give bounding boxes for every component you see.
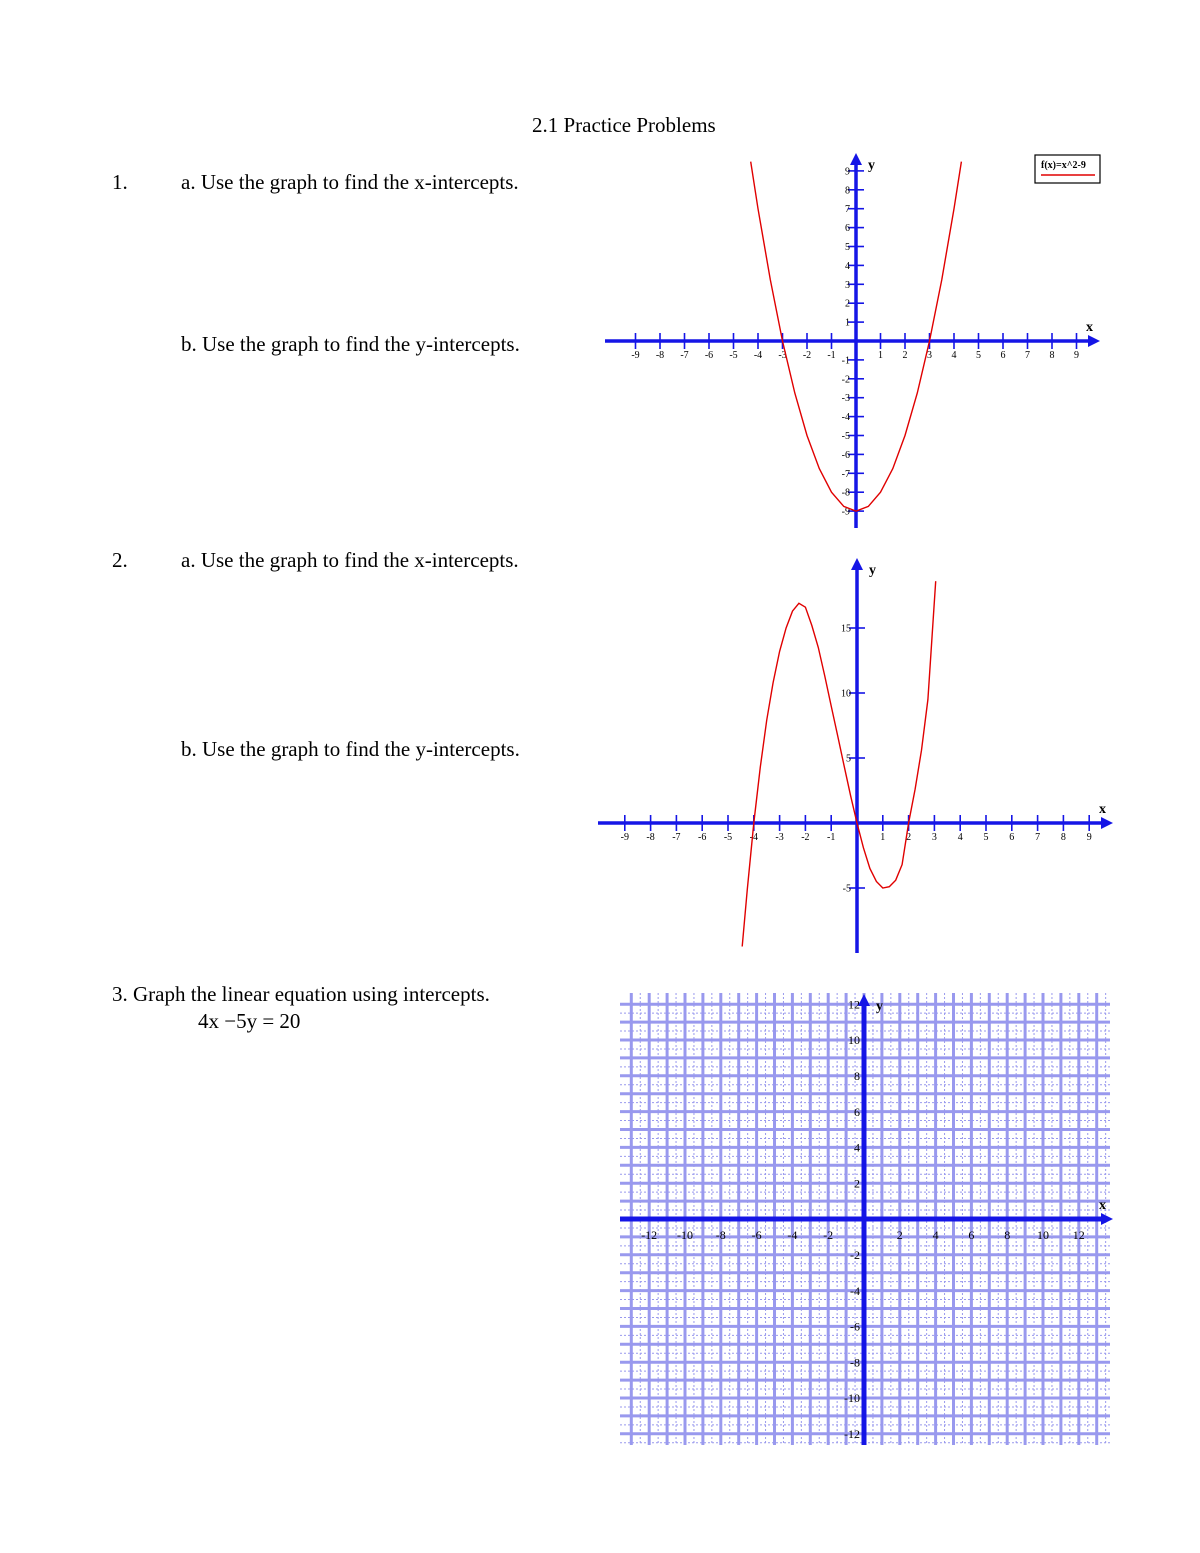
g1-y-tick-label: -6	[841, 449, 850, 461]
g2-x-tick-label: 9	[1086, 832, 1092, 843]
g1-x-tick-label: -6	[704, 350, 714, 361]
g3-x-tick-label: -12	[641, 1228, 658, 1242]
g3-y-tick-label: 4	[854, 1140, 860, 1155]
g3-x-tick-label: -8	[715, 1228, 726, 1242]
graph-2-cubic	[595, 555, 1120, 955]
g3-x-axis-arrow	[1101, 1213, 1113, 1225]
g2-x-tick-label: -6	[698, 832, 707, 843]
g1-y-tick-label: 9	[845, 166, 850, 178]
g2-y-tick-label: 10	[841, 688, 851, 700]
g1-y-tick-label: 8	[845, 185, 850, 197]
g1-y-tick-label: 2	[845, 298, 850, 310]
g2-x-tick-label: 5	[983, 832, 989, 843]
g3-x-tick-label: 4	[932, 1228, 939, 1242]
g3-x-axis-label: x	[1099, 1198, 1106, 1213]
g3-y-tick-label: 8	[854, 1069, 860, 1083]
problem-2-part-a: a. Use the graph to find the x-intercepts.	[181, 548, 519, 572]
g1-x-tick-label: 7	[1025, 350, 1030, 361]
g2-x-tick-label: -9	[620, 832, 629, 843]
g1-y-tick-label: -9	[841, 506, 850, 518]
g3-y-tick-label: 12	[848, 997, 860, 1012]
g1-x-tick-label: -2	[802, 350, 812, 361]
g2-curve-line	[742, 581, 936, 946]
graph-1-parabola	[600, 148, 1110, 533]
g3-x-tick-label: -6	[751, 1228, 762, 1242]
problem-3-equation: 4x −5y = 20	[198, 1009, 301, 1033]
g1-x-tick-label: 5	[976, 350, 981, 361]
g1-x-tick-label: 8	[1049, 350, 1055, 361]
g1-x-tick-label: -4	[753, 350, 763, 361]
g2-x-tick-label: -3	[775, 832, 784, 843]
g2-x-axis-label: x	[1099, 802, 1106, 817]
g2-x-tick-label: -7	[672, 832, 681, 843]
g1-y-tick-label: -4	[841, 412, 850, 424]
g2-y-axis-arrow	[851, 558, 863, 570]
g1-y-tick-label: 6	[845, 223, 850, 235]
g2-x-tick-label: 4	[957, 832, 963, 843]
g2-y-tick-label: -5	[842, 883, 851, 895]
graph-1-legend-label: f(x)=x^2-9	[1041, 160, 1086, 171]
g1-x-tick-label: 9	[1074, 350, 1079, 361]
g3-x-tick-label: -4	[787, 1228, 798, 1242]
g3-y-tick-label: -4	[850, 1283, 860, 1298]
g1-y-tick-label: -3	[841, 393, 850, 405]
graph-3-blank-grid	[615, 990, 1120, 1450]
g3-x-tick-label: -10	[677, 1228, 693, 1242]
g1-y-tick-label: 7	[845, 204, 850, 216]
g3-x-tick-label: 2	[896, 1228, 903, 1242]
g1-x-tick-label: 6	[1000, 350, 1006, 361]
g3-x-tick-label: 6	[968, 1228, 975, 1242]
g1-x-axis-arrow	[1088, 335, 1100, 347]
g2-x-tick-label: -1	[827, 832, 836, 843]
g2-y-axis-label: y	[869, 563, 876, 578]
g1-x-tick-label: 2	[902, 350, 908, 361]
g2-x-tick-label: 7	[1035, 832, 1041, 843]
g3-y-tick-label: 10	[848, 1033, 860, 1048]
g1-x-tick-label: -8	[655, 350, 665, 361]
g3-y-tick-label: -8	[850, 1355, 860, 1370]
g2-x-tick-label: -8	[646, 832, 655, 843]
g2-x-axis-arrow	[1101, 817, 1113, 829]
g1-y-tick-label: 3	[845, 279, 850, 291]
g1-x-tick-label: 3	[927, 350, 932, 361]
g2-x-tick-label: -5	[723, 832, 733, 843]
g3-y-axis-label: y	[876, 999, 883, 1014]
g1-y-tick-label: 4	[845, 260, 850, 272]
problem-1-part-b: b. Use the graph to find the y-intercepts.	[181, 332, 520, 356]
g2-x-tick-label: 6	[1009, 832, 1015, 843]
g1-x-tick-label: 1	[878, 350, 883, 361]
g3-x-tick-label: 10	[1037, 1228, 1049, 1242]
g1-y-tick-label: -1	[841, 355, 850, 367]
g3-x-tick-label: -2	[823, 1228, 834, 1242]
g3-y-tick-label: -10	[844, 1391, 860, 1406]
g1-y-tick-label: -5	[841, 431, 850, 442]
g1-y-tick-label: -7	[841, 468, 850, 480]
g1-y-tick-label: -2	[841, 374, 850, 386]
g1-y-tick-label: -8	[841, 487, 850, 499]
problem-3-prompt: 3. Graph the linear equation using intercepts.	[112, 982, 490, 1006]
g3-x-tick-label: 8	[1004, 1228, 1011, 1242]
g3-y-tick-label: -6	[850, 1319, 860, 1334]
g1-x-tick-label: -5	[729, 350, 738, 361]
g2-x-tick-label: 3	[931, 832, 937, 843]
problem-1-part-a: a. Use the graph to find the x-intercepts.	[181, 170, 519, 194]
problem-1-number: 1.	[112, 170, 128, 194]
g1-x-tick-label: -9	[631, 350, 640, 361]
g1-x-tick-label: -3	[778, 350, 787, 361]
problem-2-part-b: b. Use the graph to find the y-intercepts.	[181, 737, 520, 761]
g1-y-tick-label: 5	[845, 242, 850, 253]
g2-x-tick-label: 2	[906, 832, 912, 843]
g1-x-tick-label: -1	[827, 350, 836, 361]
g1-x-tick-label: 4	[951, 350, 957, 361]
g3-x-tick-label: 12	[1072, 1228, 1085, 1242]
g3-y-tick-label: -2	[850, 1248, 860, 1262]
g2-x-tick-label: -4	[749, 832, 758, 843]
g2-x-tick-label: 1	[880, 832, 886, 843]
g1-y-axis-arrow	[850, 153, 862, 165]
g2-y-tick-label: 15	[841, 623, 851, 635]
g1-y-axis-label: y	[868, 158, 875, 173]
g2-x-tick-label: 8	[1060, 832, 1066, 843]
problem-2-number: 2.	[112, 548, 128, 572]
g1-x-axis-label: x	[1086, 320, 1093, 335]
g1-y-tick-label: 1	[845, 317, 850, 329]
g2-y-tick-label: 5	[846, 753, 851, 765]
g3-y-tick-label: 6	[854, 1104, 860, 1119]
page-title: 2.1 Practice Problems	[532, 113, 716, 137]
g3-y-tick-label: -12	[844, 1427, 860, 1441]
g3-y-tick-label: 2	[854, 1176, 860, 1191]
g1-x-tick-label: -7	[680, 350, 689, 361]
g2-x-tick-label: -2	[801, 832, 810, 843]
